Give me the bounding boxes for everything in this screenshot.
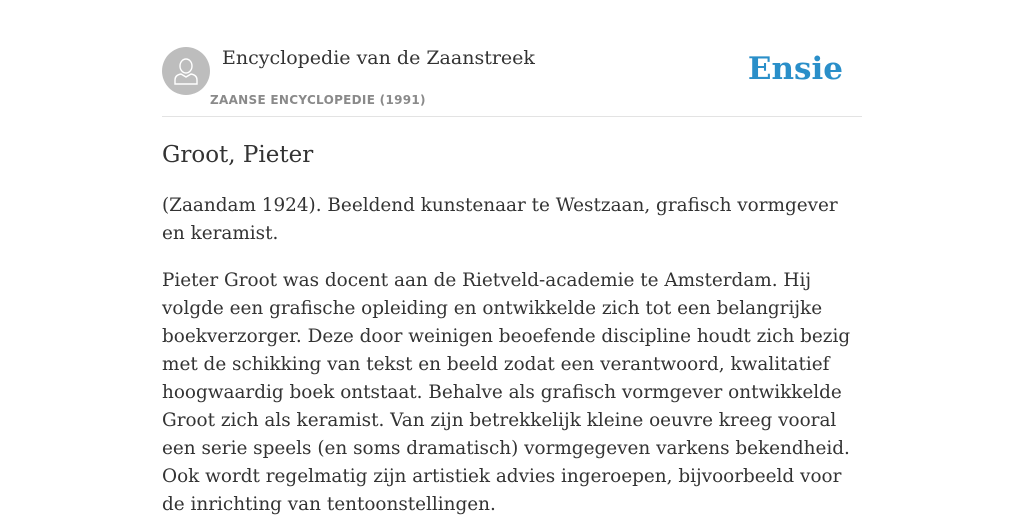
article-title: Groot, Pieter: [162, 142, 314, 168]
user-icon: [172, 56, 200, 86]
source-header: [162, 0, 862, 117]
ensie-logo[interactable]: Ensie: [747, 51, 843, 87]
article-paragraph: Pieter Groot was docent aan de Rietveld-academie te Amsterdam. Hij volgde een grafische opleiding en ontwikkelde zich tot een belangrijke boekverzorger. Deze door weinigen beoefende discipline houdt zich bezig met de schikking van tekst en beeld zodat een verantwoord, kwalitatief hoogwaardig boek ontstaat. Behalve als grafisch vormgever ontwikkelde Groot zich als keramist. Van zijn betrekkelijk kleine oeuvre kreeg vooral een serie speels (en soms dramatisch) vormgegeven varkens bekendheid. Ook wordt regelmatig zijn artistiek advies ingeroepen, bijvoorbeeld voor de inrichting van tentoonstellingen.: [162, 270, 851, 515]
avatar[interactable]: [162, 47, 210, 95]
page: [162, 0, 862, 515]
article-paragraph: (Zaandam 1924). Beeldend kunstenaar te Westzaan, grafisch vormgever en keramist.: [162, 195, 838, 244]
source-subtitle: ZAANSE ENCYCLOPEDIE (1991): [210, 93, 426, 107]
source-name[interactable]: Encyclopedie van de Zaanstreek: [222, 47, 535, 69]
